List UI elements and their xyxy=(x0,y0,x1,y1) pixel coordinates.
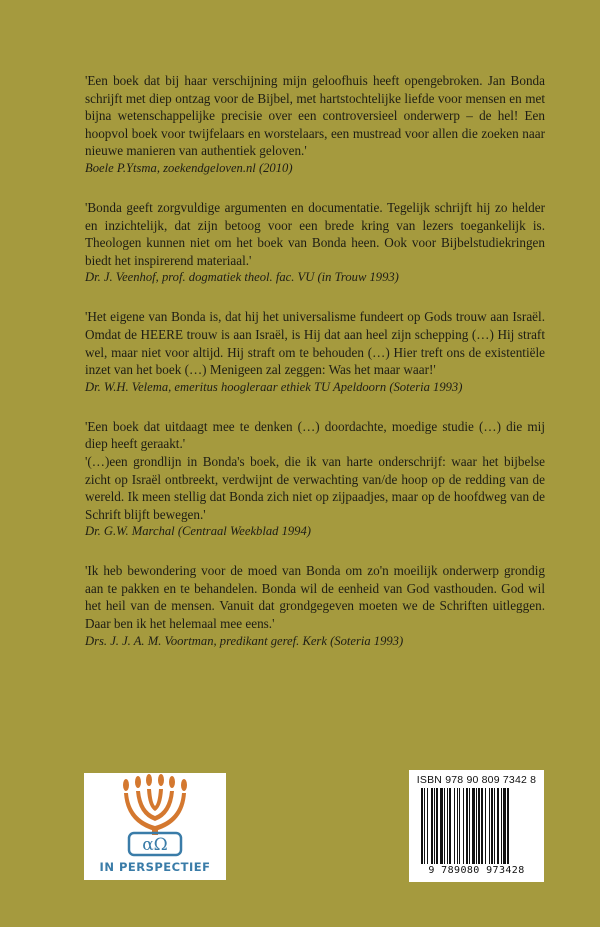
review-quote-5 xyxy=(85,562,545,649)
review-quotes xyxy=(85,72,545,672)
quote-source: Dr. J. Veenhof, prof. dogmatiek theol. fac. VU (in Trouw 1993) xyxy=(85,270,399,285)
quote-source: Boele P.Ytsma, zoekendgeloven.nl (2010) xyxy=(85,160,293,175)
isbn-barcode xyxy=(409,770,544,882)
quote-text: 'Ik heb bewondering voor de moed van Bonda om zo'n moeilijk onderwerp grondig aan te pakken en te behandelen. Bonda wil de eenheid van God vasthouden. God wil het heil van de mensen. Vanuit dat grondgegeven moeten we de Schriften uitleggen. Daar ben ik het helemaal mee eens.' xyxy=(85,563,545,632)
quote-source: Dr. G.W. Marchal (Centraal Weekblad 1994) xyxy=(85,524,311,539)
quote-text-continued: '(…)een grondlijn in Bonda's boek, die ik van harte onderschrijf: waar het bijbelse zicht op Israël ontbreekt, verdwijnt de verwachting van/de hoop op de redding van de wereld. Ik meen stellig dat Bonda zich niet op zijpaadjes, maar op de hoofdweg van de Schrift blijft bewegen.' xyxy=(85,453,545,522)
barcode-digits: 9 789080 973428 xyxy=(428,865,525,876)
quote-text: 'Het eigene van Bonda is, dat hij het universalisme fundeert op Gods trouw aan Israël. Omdat de HEERE trouw is aan Israël, is Hij dat aan heel zijn schepping (…) Hij straft wel, maar niet voor altijd. Hij straft om te behouden (…) Hier treft ons de existentiële inzet van het boek (…) Menigeen zal zeggen: Was het maar waar!' xyxy=(85,309,545,378)
review-quote-1 xyxy=(85,72,545,177)
alpha-omega-icon: αΩ xyxy=(142,835,168,855)
review-quote-2 xyxy=(85,199,545,286)
quote-text: 'Bonda geeft zorgvuldige argumenten en documentatie. Tegelijk schrijft hij zo helder en inzichtelijk, dat zijn betoog voor een brede kring van lezers toegankelijk is. Theologen kunnen niet om het boek van Bonda heen. Ook voor Bijbelstudiekringen biedt het inspirerend materiaal.' xyxy=(85,199,545,268)
review-quote-3 xyxy=(85,308,545,395)
quote-text: 'Een boek dat uitdaagt mee te denken (…) doordachte, moedige studie (…) die mij diep heeft geraakt.' xyxy=(85,418,545,452)
isbn-label: ISBN 978 90 809 7342 8 xyxy=(416,774,537,786)
quote-source: Dr. W.H. Velema, emeritus hoogleraar ethiek TU Apeldoorn (Soteria 1993) xyxy=(85,379,463,394)
quote-text: 'Een boek dat bij haar verschijning mijn geloofhuis heeft opengebroken. Jan Bonda schrijft met diep ontzag voor de Bijbel, met hartstochtelijke liefde voor mensen en met bijna wetenschappelijke precisie over een controversieel onderwerp – de hel! Een hoopvol boek voor twijfelaars en worstelaars, een mustread voor allen die zoeken naar nieuwe manieren van authentiek geloven.' xyxy=(85,73,545,159)
review-quote-4 xyxy=(85,418,545,541)
publisher-name: IN PERSPECTIEF xyxy=(99,860,211,874)
quote-source: Drs. J. J. A. M. Voortman, predikant geref. Kerk (Soteria 1993) xyxy=(85,633,404,648)
publisher-logo xyxy=(84,773,226,880)
